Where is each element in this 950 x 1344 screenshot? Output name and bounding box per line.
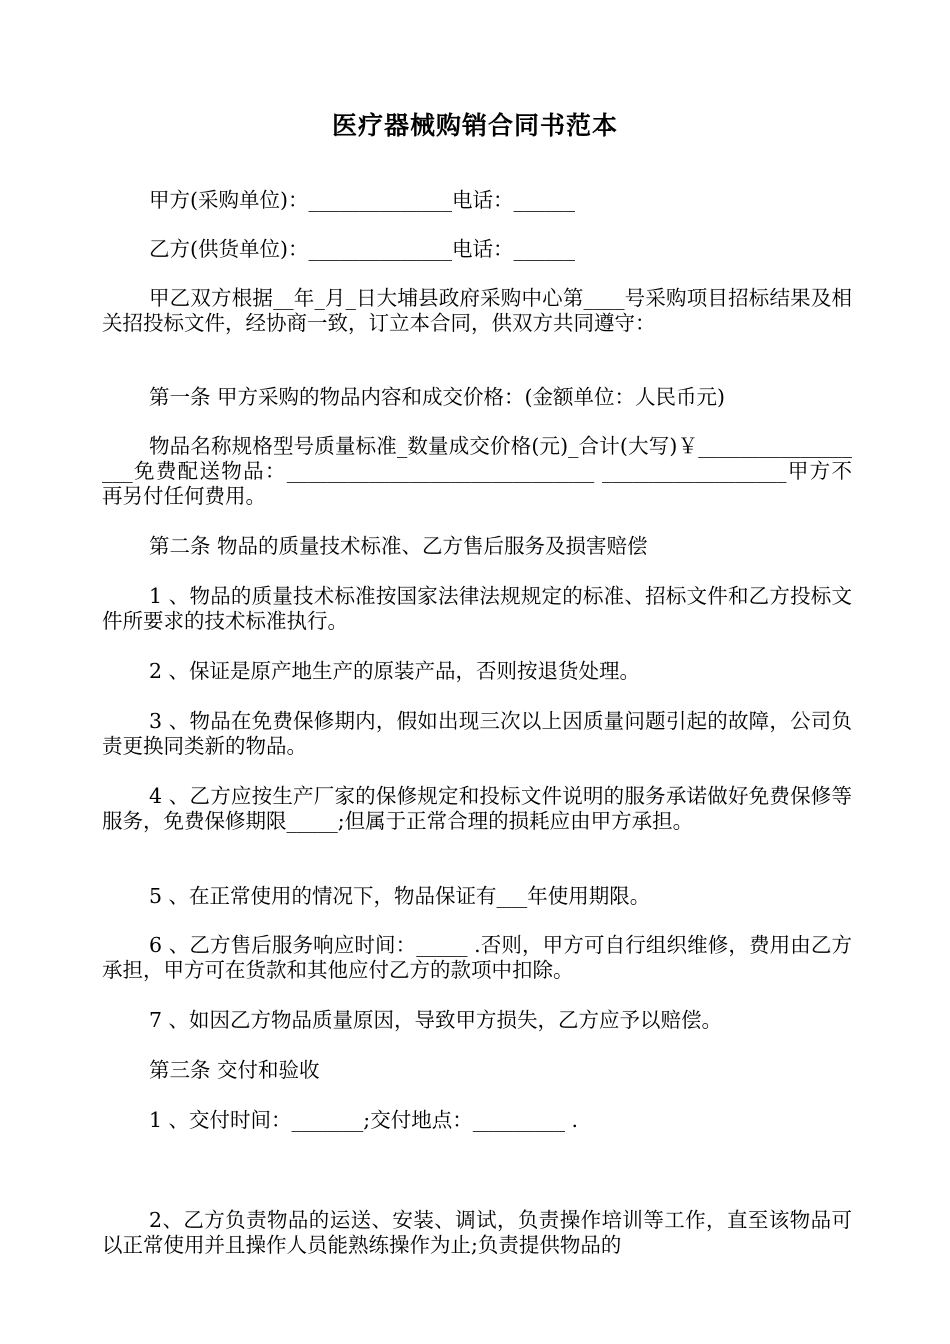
article-2-item-2: 2 、保证是原产地生产的原装产品，否则按退货处理。 bbox=[149, 659, 641, 683]
article-3-item-2: 2、乙方负责物品的运送、安装、调试，负责操作培训等工作，直至该物品可以正常使用并且操作人员能熟练操作为止;负责提供物品的 bbox=[102, 1208, 852, 1257]
party-b-line: 乙方(供货单位)：______________电话：______ bbox=[149, 237, 575, 261]
article-2-item-4: 4 、乙方应按生产厂家的保修规定和投标文件说明的服务承诺做好免费保修等服务，免费保修期限_____;但属于正常合理的损耗应由甲方承担。 bbox=[102, 784, 852, 833]
article-3-heading: 第三条 交付和验收 bbox=[149, 1058, 320, 1082]
article-2-item-7: 7 、如因乙方物品质量原因，导致甲方损失，乙方应予以赔偿。 bbox=[149, 1008, 723, 1032]
article-1-goods-paragraph: 物品名称规格型号质量标准_数量成交价格(元)_合计(大写)￥__________________免费配送物品：______________________________ __________________甲方不再另付任何费用。 bbox=[102, 434, 852, 508]
article-2-item-3: 3 、物品在免费保修期内，假如出现三次以上因质量问题引起的故障，公司负责更换同类新的物品。 bbox=[102, 709, 852, 758]
article-1-heading: 第一条 甲方采购的物品内容和成交价格：(金额单位：人民币元) bbox=[149, 385, 726, 409]
article-3-item-1: 1 、交付时间：_______;交付地点：_________ . bbox=[149, 1108, 578, 1132]
article-2-item-1: 1 、物品的质量技术标准按国家法律法规规定的标准、招标文件和乙方投标文件所要求的技术标准执行。 bbox=[102, 584, 852, 633]
article-2-item-6: 6 、乙方售后服务响应时间：_____ .否则，甲方可自行组织维修，费用由乙方承担，甲方可在货款和其他应付乙方的款项中扣除。 bbox=[102, 933, 852, 982]
party-a-line: 甲方(采购单位)：______________电话：______ bbox=[149, 188, 575, 212]
document-title: 医疗器械购销合同书范本 bbox=[331, 111, 618, 140]
article-2-item-5: 5 、在正常使用的情况下，物品保证有___年使用期限。 bbox=[149, 884, 651, 908]
preamble-paragraph: 甲乙双方根据__年_月_日大埔县政府采购中心第____号采购项目招标结果及相关招投标文件，经协商一致，订立本合同，供双方共同遵守： bbox=[102, 286, 852, 335]
article-2-heading: 第二条 物品的质量技术标准、乙方售后服务及损害赔偿 bbox=[149, 534, 648, 558]
